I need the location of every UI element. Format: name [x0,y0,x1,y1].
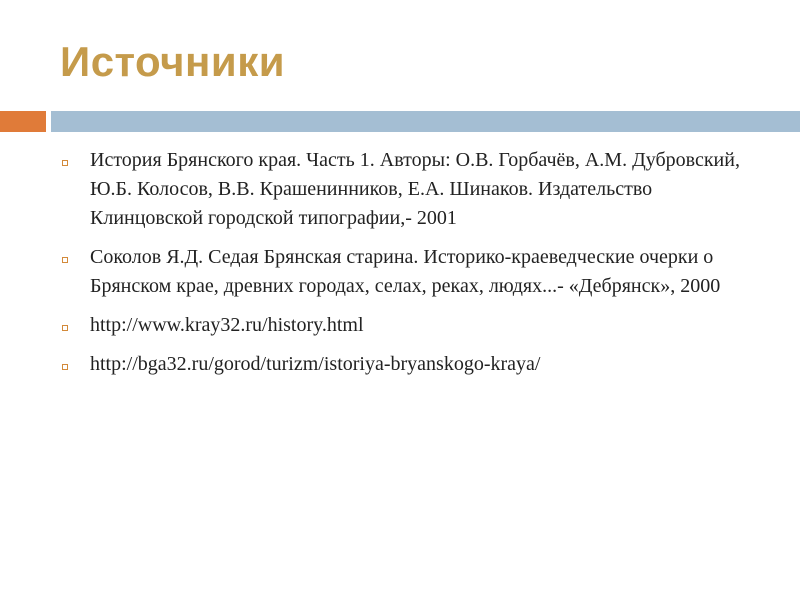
source-link-text: http://www.kray32.ru/history.html [90,314,364,336]
source-item [60,350,765,379]
source-text: Соколов Я.Д. Седая Брянская старина. Историко-краеведческие очерки о Брянском крае, древних городах, селах, реках, людях...- «Дебрянск», 2000 [90,246,721,297]
sources-list [60,146,765,389]
square-bullet-icon [62,364,68,370]
title-divider-bar [51,111,800,132]
title-accent-bar [0,111,46,132]
source-item [60,311,765,340]
square-bullet-icon [62,160,68,166]
source-item [60,243,765,301]
slide-title: Источники [60,38,286,85]
source-item [60,146,765,233]
square-bullet-icon [62,257,68,263]
square-bullet-icon [62,325,68,331]
source-link-text: http://bga32.ru/gorod/turizm/istoriya-bryanskogo-kraya/ [90,353,541,375]
source-text: История Брянского края. Часть 1. Авторы: О.В. Горбачёв, А.М. Дубровский, Ю.Б. Колосов, В.В. Крашенинников, Е.А. Шинаков. Издательство Клинцовской городской типографии,- 2001 [90,149,740,229]
